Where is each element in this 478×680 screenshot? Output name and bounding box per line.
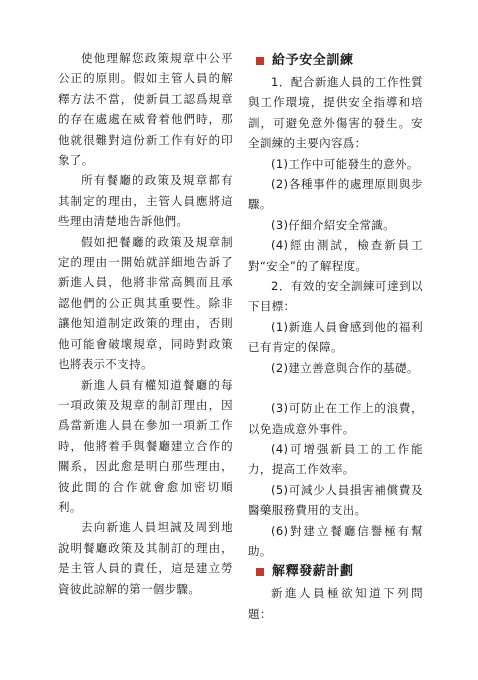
left-column [58, 48, 233, 599]
body-paragraph: 去向新進人員坦誠及周到地說明餐廳政策及其制訂的理由，是主管人員的責任，這是建立勞資彼此諒解的第一個步驟。 [58, 520, 233, 596]
body-paragraph: 使他理解您政策規章中公平公正的原則。假如主管人員的解釋方法不當，使新員工認爲規章的存在處處在威脅着他們時，那他就很難對這份新工作有好的印象了。 [58, 51, 233, 168]
list-item: (3)仔細介紹安全常識。 [271, 217, 395, 232]
body-paragraph: 2．有效的安全訓練可達到以下目標： [248, 279, 423, 314]
list-item: (2)建立善意與合作的基礎。 [271, 360, 419, 375]
blank-line [248, 378, 423, 398]
list-item: (5)可減少人員損害補償費及醫藥服務費用的支出。 [248, 482, 423, 518]
list-item: (1)新進人員會感到他的福利已有肯定的保障。 [248, 319, 423, 355]
body-paragraph: 所有餐廳的政策及規章都有其制定的理由，主管人員應將這些理由清楚地告訴他們。 [58, 173, 233, 229]
section-heading-text: 解釋發薪計劃 [272, 564, 354, 580]
right-column [248, 50, 423, 624]
list-item: (3)可防止在工作上的浪費，以免造成意外事件。 [248, 401, 423, 436]
body-paragraph: 1．配合新進人員的工作性質與工作環境，提供安全指導和培訓，可避免意外傷害的發生。安全訓練的主要內容爲： [248, 75, 423, 151]
square-bullet-icon [256, 568, 264, 576]
body-paragraph: 假如把餐廳的政策及規章制定的理由一開始就詳細地告訴了新進人員，他將非常高興而且承認他們的公正與其重要性。除非讓他知道制定政策的理由，否則他可能會破壞規章，同時對政策也將表示不支持。 [58, 234, 233, 372]
square-bullet-icon [256, 57, 264, 65]
list-item: (2)各種事件的處理原則與步驟。 [248, 177, 423, 212]
section-heading-safety-training [248, 50, 423, 72]
list-item: (4)經由測試，檢查新員工對“安全”的了解程度。 [248, 238, 423, 273]
list-item: (4)可增强新員工的工作能力，提高工作效率。 [248, 441, 423, 477]
section-heading-text: 給予安全訓練 [272, 53, 354, 68]
list-item: (1)工作中可能發生的意外。 [271, 156, 419, 171]
section-heading-payroll-plan [248, 561, 423, 583]
body-paragraph: 新進人員有權知道餐廳的每一項政策及規章的制訂理由，因爲當新進人員在參加一項新工作時，他將着手與餐廳建立合作的關系，因此愈是明白那些理由，彼此間的合作就會愈加密切順利。 [58, 377, 233, 514]
list-item: (6)對建立餐廳信譽極有幫助。 [248, 523, 423, 558]
body-paragraph: 新進人員極欲知道下列問題： [248, 586, 423, 621]
